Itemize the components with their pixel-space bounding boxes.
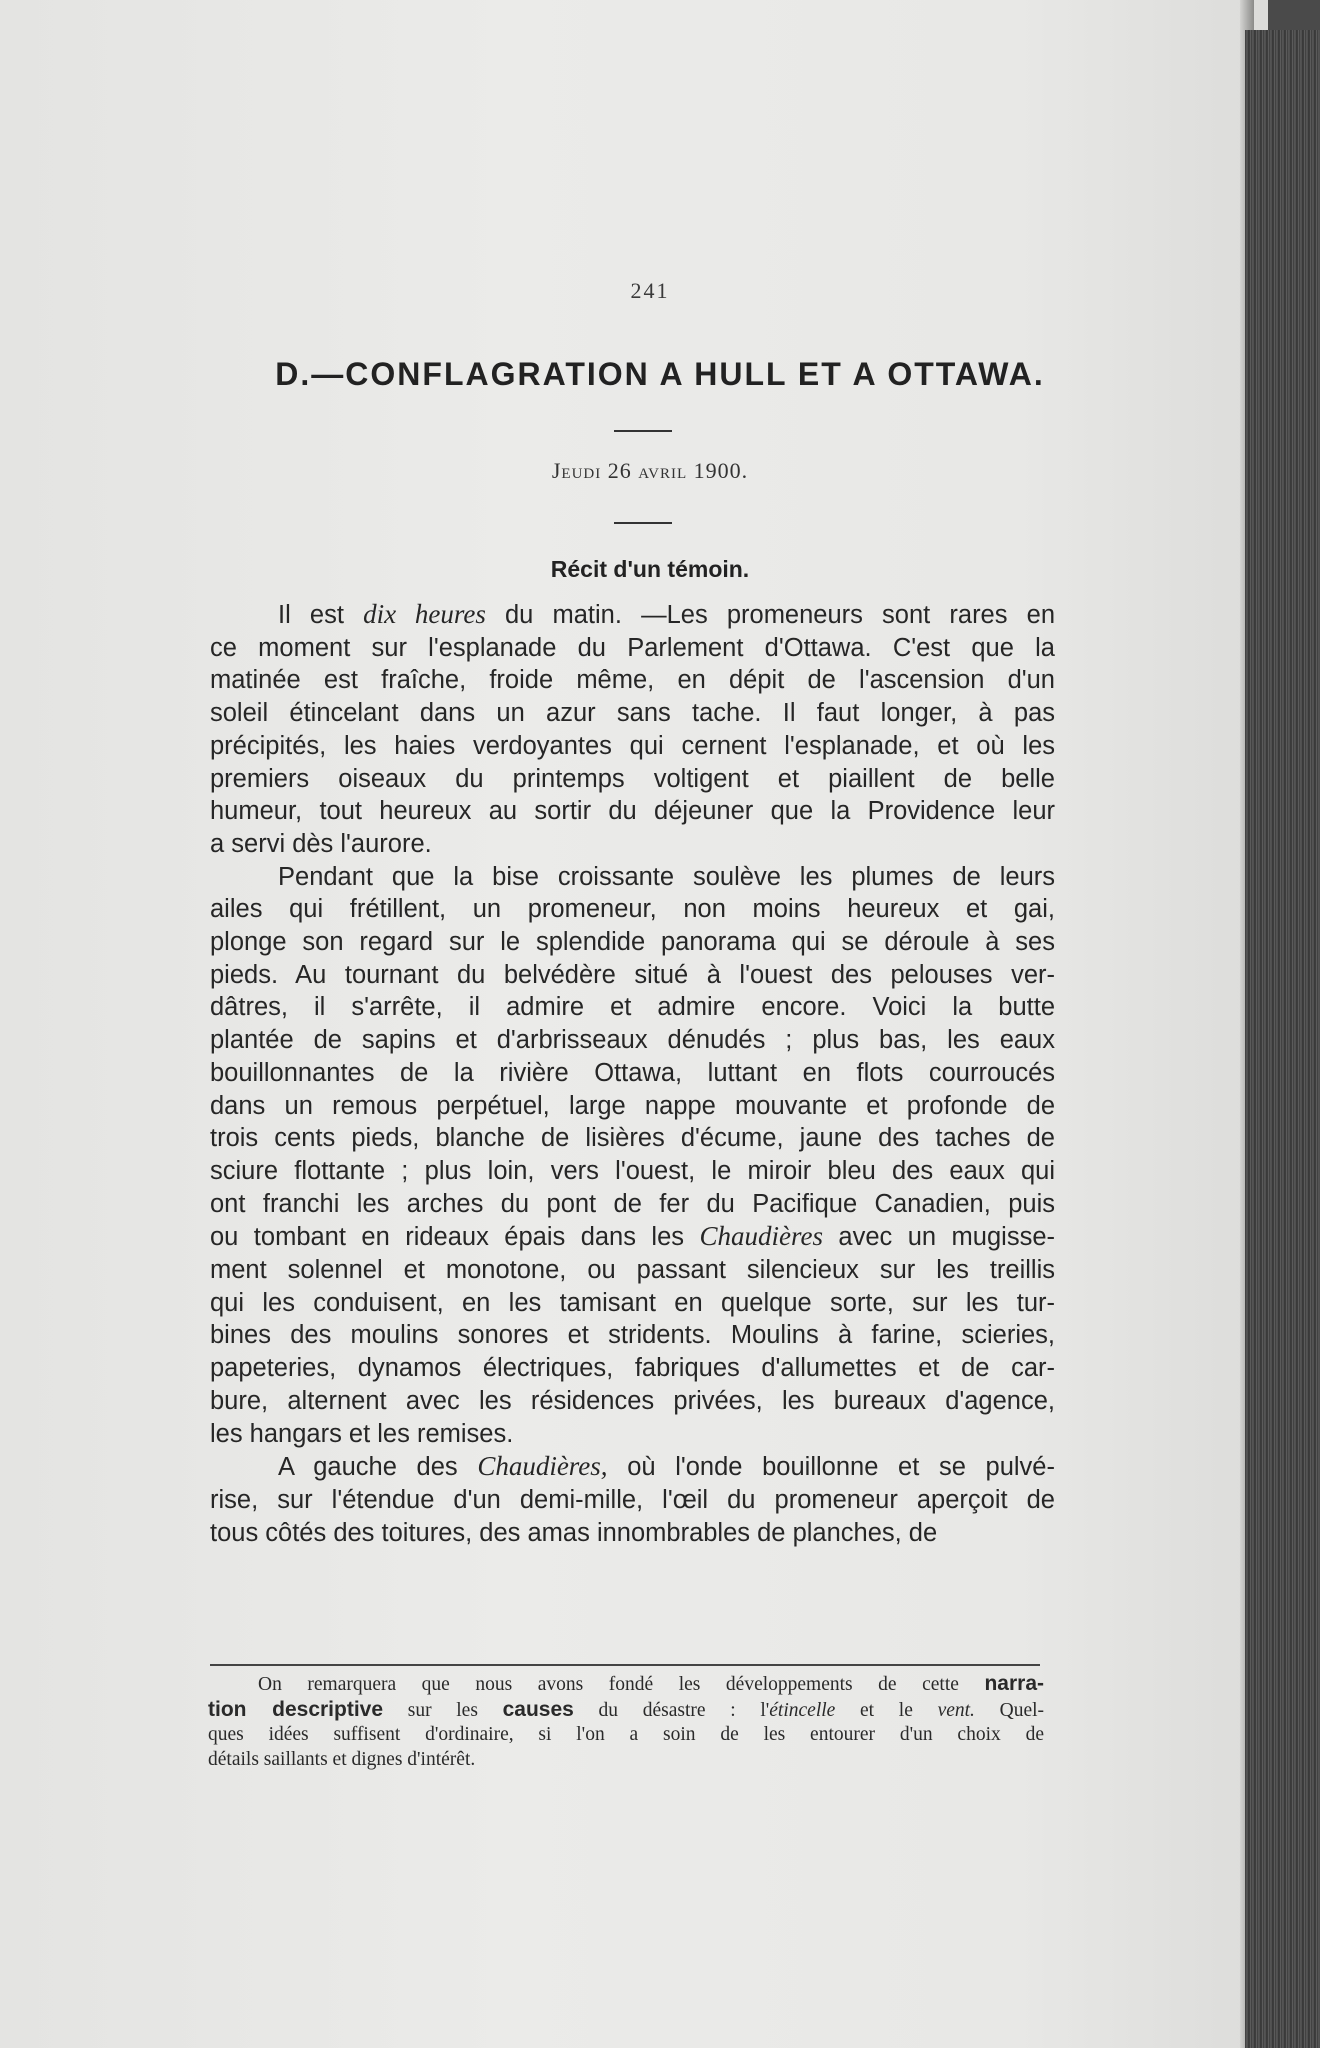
text-run: Quel- xyxy=(974,1699,1045,1721)
text-run: ment solennel et monotone, ou passant silencieux sur les treillis xyxy=(210,1256,1055,1285)
text-line xyxy=(210,1287,1055,1320)
text-line xyxy=(210,1220,1055,1254)
text-run: les hangars et les remises. xyxy=(210,1419,514,1448)
text-run: On remarquera que nous avons fondé les développements de cette xyxy=(258,1674,985,1695)
text-line xyxy=(210,1450,1055,1484)
footnote-line xyxy=(208,1723,1044,1748)
paragraph xyxy=(210,1450,1055,1549)
text-line xyxy=(210,632,1055,665)
text-line xyxy=(210,763,1055,796)
text-line xyxy=(210,697,1055,730)
text-line xyxy=(210,1385,1055,1418)
text-line xyxy=(210,1188,1055,1221)
text-run: pieds. Au tournant du belvédère situé à l'ouest des pelouses ver- xyxy=(210,960,1055,989)
text-run: ailes qui frétillent, un promeneur, non moins heureux et gai, xyxy=(210,895,1055,924)
text-line xyxy=(210,926,1055,959)
text-run: ont franchi les arches du pont de fer du Pacifique Canadien, puis xyxy=(210,1189,1055,1218)
text-run: qui les conduisent, en les tamisant en quelque sorte, sur les tur- xyxy=(210,1288,1055,1317)
paragraph xyxy=(210,598,1055,861)
text-line xyxy=(210,1024,1055,1057)
text-run: causes xyxy=(502,1697,574,1721)
text-run: détails saillants et dignes d'intérêt. xyxy=(208,1748,476,1770)
text-run: sciure flottante ; plus loin, vers l'ouest, le miroir bleu des eaux qui xyxy=(210,1156,1055,1185)
footnote-line xyxy=(208,1698,1044,1724)
body-text xyxy=(210,598,1055,1549)
text-run: précipités, les haies verdoyantes qui cernent l'esplanade, et où les xyxy=(210,731,1055,760)
footnote-line xyxy=(208,1748,1044,1773)
text-run: ques idées suffisent d'ordinaire, si l'on a soin de les entourer d'un choix de xyxy=(208,1724,1044,1745)
text-run: plantée de sapins et d'arbrisseaux dénudés ; plus bas, les eaux xyxy=(210,1026,1055,1055)
text-run: trois cents pieds, blanche de lisières d'écume, jaune des taches de xyxy=(210,1124,1055,1153)
text-run: ce moment sur l'esplanade du Parlement d'Ottawa. C'est que la xyxy=(210,633,1055,662)
text-run: a servi dès l'aurore. xyxy=(210,829,432,858)
text-run: tous côtés des toitures, des amas innombrables de planches, de xyxy=(210,1518,938,1547)
book-spine xyxy=(1245,30,1320,2048)
text-line xyxy=(210,1517,1055,1550)
text-run: tion descriptive xyxy=(208,1697,384,1721)
text-run: avec un mugisse- xyxy=(822,1223,1055,1252)
text-line xyxy=(210,1057,1055,1090)
text-run: A gauche des xyxy=(278,1453,478,1482)
text-line xyxy=(210,1484,1055,1517)
footnote-line xyxy=(208,1672,1044,1698)
text-run: humeur, tout heureux au sortir du déjeuner que la Providence leur xyxy=(210,797,1055,826)
section-subtitle: Récit d'un témoin. xyxy=(550,556,750,582)
page-number: 241 xyxy=(630,278,670,303)
text-line xyxy=(210,828,1055,861)
date-line: Jeudi 26 avril 1900. xyxy=(551,458,749,483)
text-line xyxy=(210,664,1055,697)
text-line xyxy=(210,893,1055,926)
text-run: soleil étincelant dans un azur sans tache. Il faut longer, à pas xyxy=(210,699,1055,728)
text-line xyxy=(210,598,1055,632)
text-run: étincelle xyxy=(769,1699,836,1721)
text-run: matinée est fraîche, froide même, en dépit de l'ascension d'un xyxy=(210,666,1055,695)
text-line xyxy=(210,959,1055,992)
text-line xyxy=(210,1254,1055,1287)
footnote-rule xyxy=(210,1664,1040,1666)
text-run: sur les xyxy=(383,1699,503,1721)
text-line xyxy=(210,1090,1055,1123)
text-run: dix heures xyxy=(363,599,486,629)
text-run: bure, alternent avec les résidences privées, les bureaux d'agence, xyxy=(210,1386,1055,1415)
text-run: du désastre : l' xyxy=(573,1699,770,1721)
text-line xyxy=(210,861,1055,894)
text-line xyxy=(210,1352,1055,1385)
divider-rule xyxy=(614,430,672,432)
page-title: D.—CONFLAGRATION A HULL ET A OTTAWA. xyxy=(275,356,1045,392)
text-run: et le xyxy=(835,1699,938,1721)
text-run: Chaudières xyxy=(699,1221,823,1252)
text-run: bouillonnantes de la rivière Ottawa, luttant en flots courroucés xyxy=(210,1058,1055,1087)
text-run: bines des moulins sonores et stridents. Moulins à farine, scieries, xyxy=(210,1321,1055,1350)
text-line xyxy=(210,730,1055,763)
text-run: dâtres, il s'arrête, il admire et admire encore. Voici la butte xyxy=(210,993,1055,1022)
text-run: Pendant que la bise croissante soulève les plumes de leurs xyxy=(278,862,1055,891)
text-run: narra- xyxy=(984,1672,1044,1695)
text-run: vent. xyxy=(937,1699,975,1721)
text-run: dans un remous perpétuel, large nappe mouvante et profonde de xyxy=(210,1091,1055,1120)
text-line xyxy=(210,795,1055,828)
text-run: Il est xyxy=(278,601,364,629)
text-run: papeteries, dynamos électriques, fabriques d'allumettes et de car- xyxy=(210,1354,1055,1383)
text-line xyxy=(210,1319,1055,1352)
text-line xyxy=(210,1122,1055,1155)
text-run: rise, sur l'étendue d'un demi-mille, l'œil du promeneur aperçoit de xyxy=(210,1485,1055,1514)
text-run: Chaudières, xyxy=(477,1451,608,1482)
footnote xyxy=(208,1672,1044,1772)
text-run: ou tombant en rideaux épais dans les xyxy=(210,1223,700,1252)
divider-rule xyxy=(614,522,672,524)
text-run: où l'onde bouillonne et se pulvé- xyxy=(607,1453,1055,1482)
text-line xyxy=(210,1418,1055,1451)
text-line xyxy=(210,991,1055,1024)
text-run: du matin. —Les promeneurs sont rares en xyxy=(485,601,1055,629)
paragraph xyxy=(210,861,1055,1451)
text-line xyxy=(210,1155,1055,1188)
text-run: plonge son regard sur le splendide panorama qui se déroule à ses xyxy=(210,928,1055,957)
text-run: premiers oiseaux du printemps voltigent et piaillent de belle xyxy=(210,764,1055,793)
